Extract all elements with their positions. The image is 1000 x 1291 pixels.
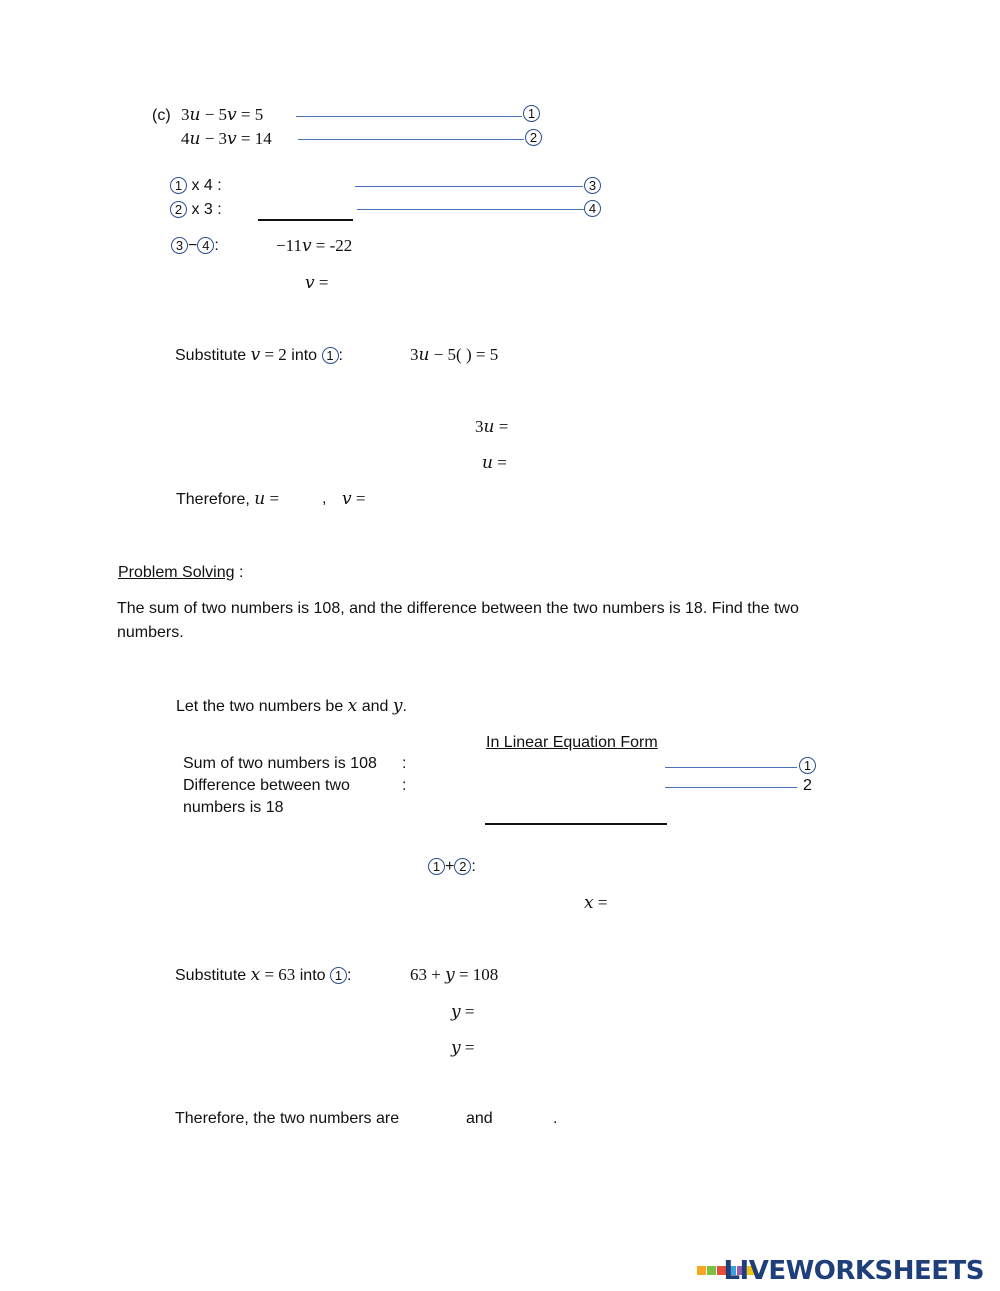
y-answer-1: 𝑦 = [451, 1002, 475, 1021]
final-answer: Therefore, the two numbers are [175, 1110, 400, 1127]
logo-mark-icon [697, 1266, 719, 1276]
substitute-x-expression: 63 + 𝑦 = 108 [410, 965, 499, 984]
ref-circle-2: 2 [525, 128, 542, 148]
row-2-label-a: Difference between two [183, 777, 350, 794]
ref-circle-4: 4 [584, 199, 601, 219]
liveworksheets-logo [697, 1256, 984, 1286]
connector-line-p2 [665, 787, 797, 788]
problem-statement: The sum of two numbers is 108, and the difference between the two numbers is 18. Find the two numbers. [117, 600, 799, 641]
ref-circle-3: 3 [584, 176, 601, 196]
three-u-answer: 3𝑢 = [475, 417, 509, 436]
x-answer: 𝑥 = [584, 893, 608, 912]
therefore-comma: , [322, 490, 327, 507]
step-3-subtract: 3 − 4 : [171, 236, 219, 256]
equation-1: 3𝑢 − 5𝑣 = 5 [181, 105, 264, 124]
equation-2: 4𝑢 − 3𝑣 = 14 [181, 129, 272, 148]
substitute-v-expression: 3𝑢 − 5( ) = 5 [410, 345, 499, 364]
substitute-v: Substitute 𝑣 = 2 into 1 : [175, 345, 343, 364]
connector-line-p1 [665, 767, 797, 768]
step-3-result: −11𝑣 = -22 [276, 236, 353, 255]
substitute-x: Substitute 𝑥 = 63 into 1 : [175, 965, 352, 984]
row-1-label: Sum of two numbers is 108 [183, 755, 377, 772]
connector-line-1 [296, 116, 522, 117]
addition-line [485, 823, 667, 825]
row-2-colon: : [402, 777, 407, 794]
logo-text: LIVEWORKSHEETS [723, 1256, 984, 1286]
problem-heading: Problem Solving : [118, 564, 244, 581]
step-2-multiply: 2 x 3 : [170, 200, 222, 220]
connector-line-4 [357, 209, 584, 210]
final-period: . [553, 1110, 558, 1127]
v-answer: 𝑣 = [305, 273, 329, 292]
therefore-v: 𝑣 = [342, 489, 366, 508]
u-answer: 𝑢 = [482, 453, 507, 472]
part-label: (c) [152, 107, 171, 124]
linear-form-header: In Linear Equation Form [486, 734, 658, 751]
ref-circle-p1: 1 [799, 756, 816, 776]
y-answer-2: 𝑦 = [451, 1038, 475, 1057]
final-and: and [466, 1110, 493, 1127]
row-1-colon: : [402, 755, 407, 772]
connector-line-2 [298, 139, 524, 140]
ref-number-p2: 2 [803, 777, 812, 794]
add-equations: 1 + 2 : [428, 857, 476, 877]
therefore-uv: Therefore, 𝑢 = [176, 489, 280, 508]
connector-line-3 [355, 186, 583, 187]
subtraction-line [258, 219, 353, 221]
row-2-label-b: numbers is 18 [183, 799, 284, 816]
step-1-multiply: 1 x 4 : [170, 176, 222, 196]
let-statement: Let the two numbers be 𝑥 and 𝑦. [176, 696, 407, 715]
ref-circle-1: 1 [523, 104, 540, 124]
